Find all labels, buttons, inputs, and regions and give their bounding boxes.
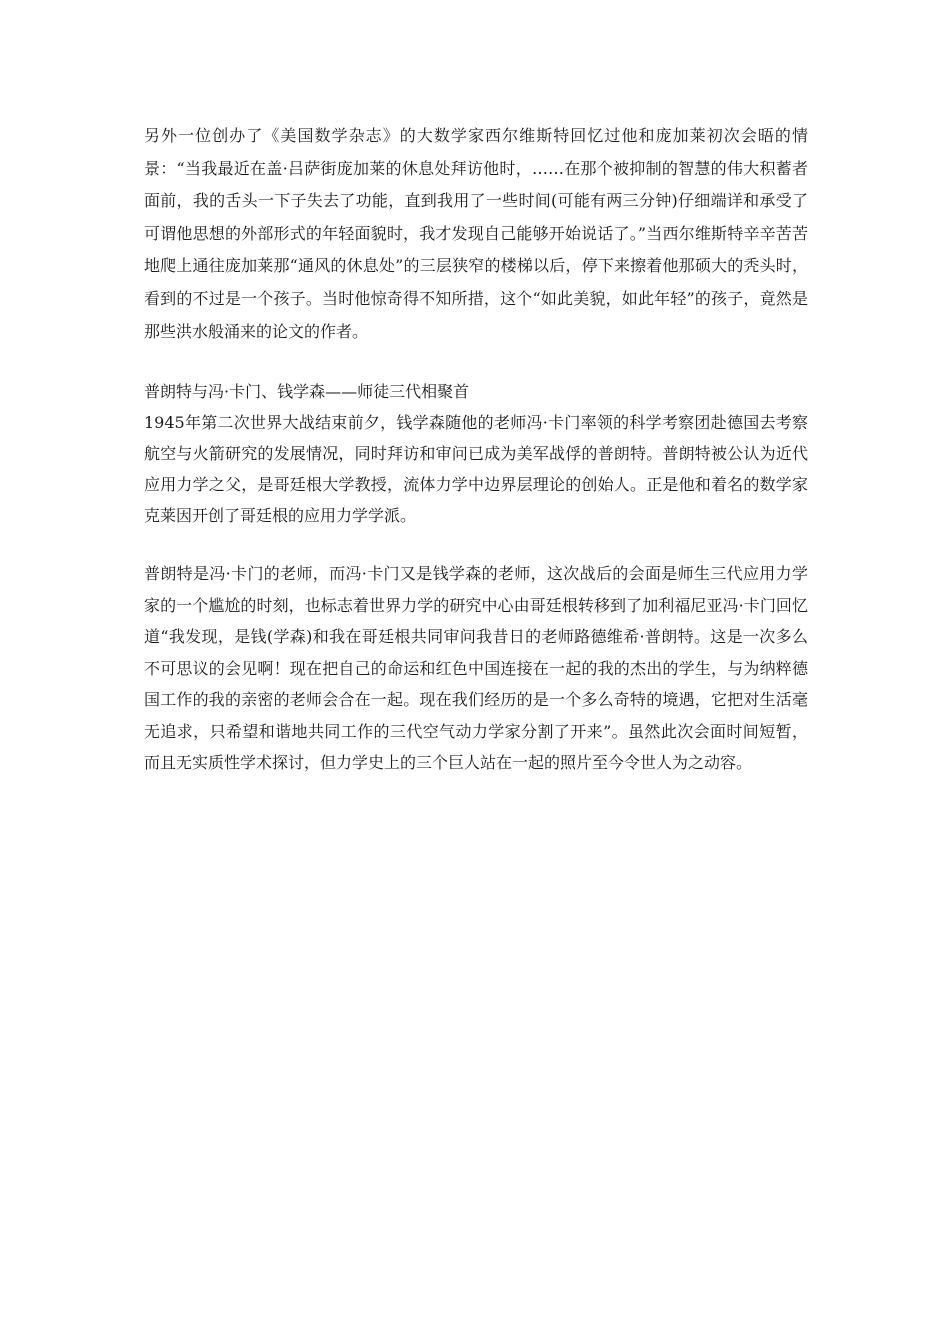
paragraph-prandtl-intro: 1945年第二次世界大战结束前夕，钱学森随他的老师冯·卡门率领的科学考察团赴德国去考察航空与火箭研究的发展情况，同时拜访和审问已成为美军战俘的普朗特。普朗特被公认为近代应用力学之父，是哥廷根大学教授，流体力学中边界层理论的创始人。正是他和着名的数学家克莱因开创了哥廷根的应用力学学派。 xyxy=(144,413,808,526)
document-page xyxy=(144,120,808,779)
paragraph-three-generations: 普朗特是冯·卡门的老师，而冯·卡门又是钱学森的老师，这次战后的会面是师生三代应用力学家的一个尴尬的时刻，也标志着世界力学的研究中心由哥廷根转移到了加利福尼亚冯·卡门回忆道“我发现，是钱(学森)和我在哥廷根共同审问我昔日的老师路德维希·普朗特。这是一次多么不可思议的会见啊！现在把自己的命运和红色中国连接在一起的我的杰出的学生，与为纳粹德国工作的我的亲密的老师会合在一起。现在我们经历的是一个多么奇特的境遇，它把对生活毫无追求，只希望和谐地共同工作的三代空气动力学家分割了开来”。虽然此次会面时间短暂，而且无实质性学术探讨，但力学史上的三个巨人站在一起的照片至今令世人为之动容。 xyxy=(144,564,808,773)
section-heading: 普朗特与冯·卡门、钱学森——师徒三代相聚首 xyxy=(144,382,470,402)
paragraph-poincare-sylvester: 另外一位创办了《美国数学杂志》的大数学家西尔维斯特回忆过他和庞加莱初次会晤的情景：“当我最近在盖·吕萨街庞加莱的休息处拜访他时，……在那个被抑制的智慧的伟大积蓄者面前，我的舌头一下子失去了功能，直到我用了一些时间(可能有两三分钟)仔细端详和承受了可谓他思想的外部形式的年轻面貌时，我才发现自己能够开始说话了。”当西尔维斯特辛辛苦苦地爬上通往庞加莱那“通风的休息处”的三层狭窄的楼梯以后，停下来擦着他那硕大的秃头时，看到的不过是一个孩子。当时他惊奇得不知所措，这个“如此美貌，如此年轻”的孩子，竟然是那些洪水般涌来的论文的作者。 xyxy=(144,126,808,341)
